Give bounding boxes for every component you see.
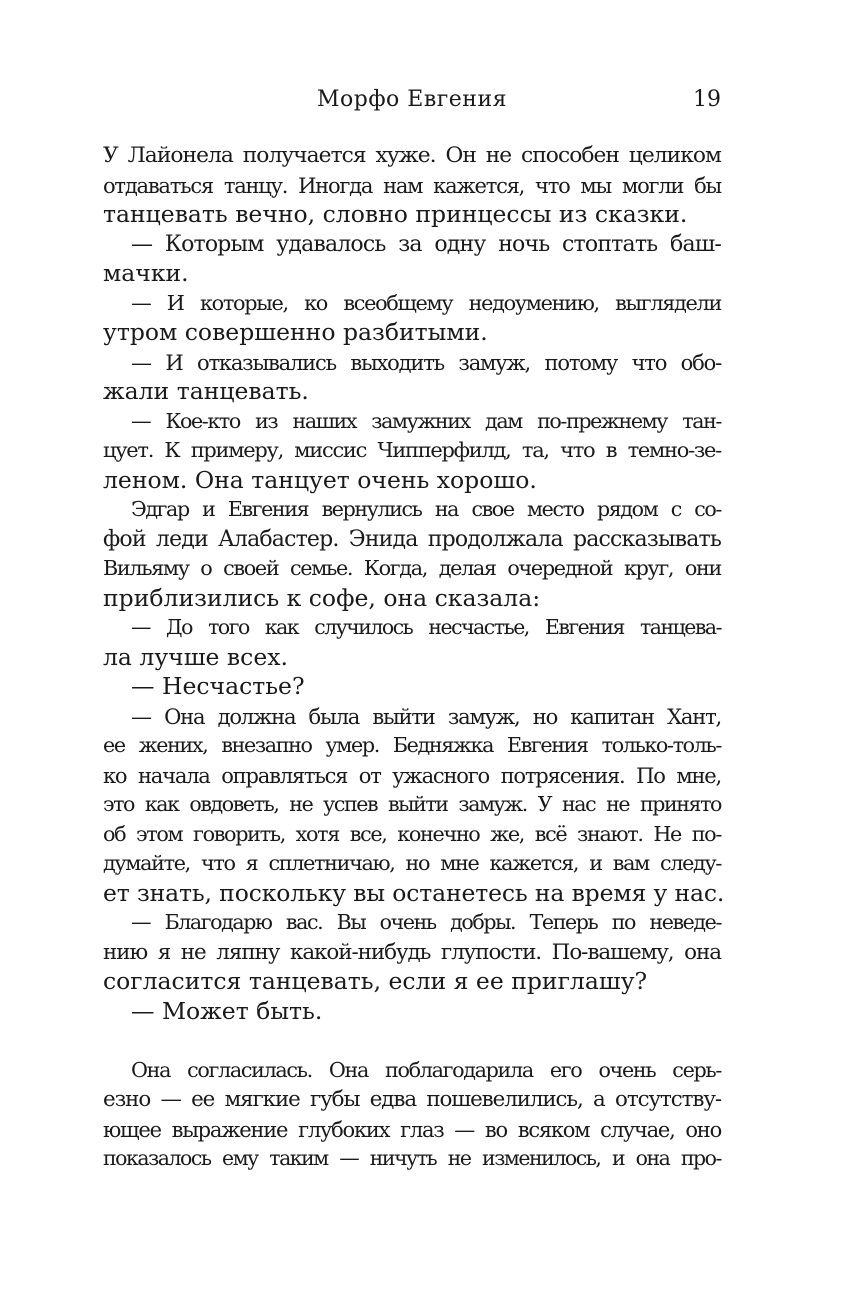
text-line: У Лайонела получается хуже. Он не способен целиком bbox=[103, 143, 721, 168]
text-line: — И отказывались выходить замуж, потому что обо- bbox=[131, 349, 721, 375]
text-line: мачки. bbox=[103, 259, 189, 287]
text-line: цует. К примеру, миссис Чипперфилд, та, что в темно-зе- bbox=[103, 438, 721, 462]
text-line: — Которым удавалось за одну ночь стоптать баш- bbox=[131, 231, 721, 257]
text-line: леном. Она танцует очень хорошо. bbox=[103, 465, 537, 494]
text-line: показалось ему таким — ничуть не изменилось, и она про- bbox=[103, 1146, 721, 1170]
text-line: — Благодарю вас. Вы очень добры. Теперь по неведе- bbox=[131, 910, 721, 934]
text-line: это как овдоветь, не успев выйти замуж. У нас не принято bbox=[103, 792, 721, 816]
text-line: — Несчастье? bbox=[131, 672, 305, 700]
text-line: Эдгар и Евгения вернулись на свое место рядом с со- bbox=[131, 497, 721, 521]
text-line: жали танцевать. bbox=[103, 377, 309, 405]
text-line: отдаваться танцу. Иногда нам кажется, что мы могли бы bbox=[103, 172, 721, 198]
text-line: танцевать вечно, словно принцессы из сказки. bbox=[103, 200, 688, 228]
running-title: Морфо Евгения bbox=[316, 87, 507, 112]
text-line: об этом говорить, хотя все, конечно же, всё знают. Не по- bbox=[103, 821, 721, 846]
text-line: ла лучше всех. bbox=[103, 642, 288, 671]
text-line: — И которые, ко всеобщему недоумению, выглядели bbox=[131, 290, 721, 315]
text-line: нию я не ляпну какой-нибудь глупости. По-вашему, она bbox=[103, 939, 721, 965]
text-line: ет знать, поскольку вы останетесь на время у нас. bbox=[103, 878, 725, 907]
text-line: — Кое-кто из наших замужних дам по-прежнему тан- bbox=[131, 408, 721, 433]
text-line: — Она должна была выйти замуж, но капитан Хант, bbox=[131, 703, 721, 729]
text-line: согласится танцевать, если я ее приглашу? bbox=[103, 967, 648, 995]
running-head bbox=[103, 84, 721, 116]
text-line: ющее выражение глубоких глаз — во всяком случае, оно bbox=[103, 1116, 721, 1142]
text-line: ко начала оправляться от ужасного потрясения. По мне, bbox=[103, 762, 721, 788]
text-line: думайте, что я сплетничаю, но мне кажется, и вам следу- bbox=[103, 851, 721, 875]
section-break bbox=[103, 1026, 721, 1056]
text-line: фой леди Алабастер. Энида продолжала рассказывать bbox=[103, 526, 721, 552]
text-line: ее жених, внезапно умер. Бедняжка Евгения только-толь- bbox=[103, 733, 721, 757]
text-line: Она согласилась. Она поблагодарила его очень серь- bbox=[131, 1057, 721, 1082]
text-line: приблизились к софе, она сказала: bbox=[103, 583, 541, 612]
text-line: Вильяму о своей семье. Когда, делая очередной круг, они bbox=[103, 556, 721, 580]
text-line: езно — ее мягкие губы едва пошевелились, а отсутству- bbox=[103, 1087, 721, 1112]
text-line: — До того как случилось несчастье, Евгения танцева- bbox=[131, 615, 721, 639]
text-line: утром совершенно разбитыми. bbox=[103, 318, 488, 346]
text-line: — Может быть. bbox=[131, 996, 323, 1025]
body-text bbox=[103, 141, 725, 1174]
page-number: 19 bbox=[693, 87, 721, 112]
